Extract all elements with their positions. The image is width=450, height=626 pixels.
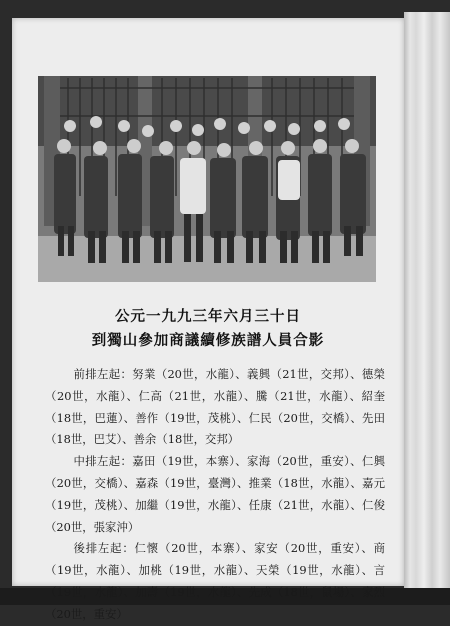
front-row-names: 前排左起：努業（20世，水龍）、義興（21世，交邦）、德榮（20世，水龍）、仁高（21世，水龍）、騰（21世，水龍）、紹奎（18世，巴蓮）、善作（19世，茂桃）、仁民（20世，交橋）、先田（18世，巴艾）、善余（18世，交邦） — [45, 367, 385, 447]
caption-names — [45, 364, 385, 626]
middle-row-names: 中排左起：嘉田（19世，本寨）、家海（20世，重安）、仁興（20世，交橋）、嘉森（19世，臺灣）、推業（18世，水龍）、嘉元（19世，茂桃）、加繼（19世，水龍）、任康（21世，水龍）、仁俊（20世，張家沖） — [45, 454, 385, 534]
book-page-edges — [404, 12, 450, 592]
book-page — [12, 18, 404, 621]
group-photo — [38, 76, 376, 282]
back-row-names: 後排左起：仁懷（20世，本寨）、家安（20世，重安）、商（19世，水龍）、加桃（19世，水龍）、天榮（19世，水龍）、言（19世，水龍）、加壽（19世，水龍）、先成（18世，鼠場）、家烈（20世，重安） — [45, 541, 385, 621]
group-photo-illustration — [38, 76, 376, 282]
caption-date: 公元一九九三年六月三十日 — [115, 308, 301, 325]
caption-title: 到獨山參加商議續修族譜人員合影 — [91, 332, 325, 349]
